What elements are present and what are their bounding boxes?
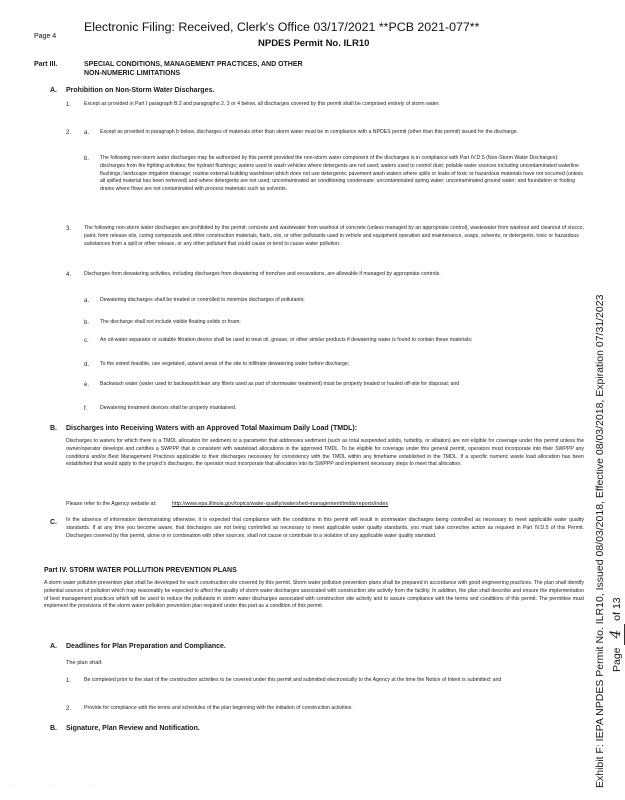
part4-paragraph: A storm water pollution prevention plan shall be developed for each construction site covered by this permit. Storm water pollution prevention plans shall be prepared in accordance with good engineering practices. The plan shall identify potential sources of pollution which may reasonably be expected to affect the quality of storm water discharges associated with construction site activity from the facility. In addition, the plan shall describe and ensure the implementation of best management practices which will be used to reduce the pollutants in storm water discharges associated with construction site activity and to assure compliance with the terms and conditions of this permit. The permittee must implement the provisions of the storm water pollution prevention plan required under this part as a condition of this permit. — [44, 580, 584, 610]
p3a-item4-text: Discharges from dewatering activities, including discharges from dewatering of trenches and excavations, are allowable if managed by appropriate controls. — [84, 271, 441, 277]
p3a-item4e-letter: e. — [84, 382, 90, 388]
p3a-item1-number: 1. — [66, 102, 72, 108]
p3-section-b-paragraph: Discharges to waters for which there is a TMDL allocation for sediment or a parameter that addresses sediment (such as total suspended solids, turbidity, or siltation) are not eligible for coverage under this permit unless the owner/operator develops and certifies a SWPPP that is consistent with wasteload allocations in the approved TMDL. To be eligible for coverage under this general permit, operators must incorporate into their SWPPP any conditions and/or Best Management Practices applicable to their discharges necessary for consistency with the TMDL within any timeframe established in the TMDL. If a specific numeric waste load allocation has been established that would apply to the project's discharges, the operator must incorporate that allocation into its SWPPP and implement necessary steps to meet that allocation. — [66, 438, 584, 468]
part3-title-line2: NON-NUMERIC LIMITATIONS — [84, 70, 181, 77]
p3a-item4d-letter: d. — [84, 362, 90, 368]
p4a-item1-number: 1. — [66, 678, 72, 684]
permit-title: NPDES Permit No. ILR10 — [258, 38, 370, 49]
p3-section-b-title: Discharges into Receiving Waters with an Approved Total Maximum Daily Load (TMDL): — [66, 425, 358, 432]
p4-section-a-intro: The plan shall: — [66, 660, 103, 666]
p3a-item4b-letter: b. — [84, 320, 90, 326]
part3-title-line1: SPECIAL CONDITIONS, MANAGEMENT PRACTICES, AND OTHER — [84, 61, 303, 68]
p3-section-a-title: Prohibition on Non-Storm Water Discharges. — [66, 87, 215, 94]
page-word: Page — [611, 647, 623, 672]
p3a-item4e-text: Backwash water (water used to backwash/clean any filters used as part of stormwater treatment) must be properly treated or hauled off-site for disposal; and — [100, 381, 460, 387]
p3a-item4a-text: Dewatering discharges shall be treated or controlled to minimize discharges of pollutants; — [100, 297, 305, 303]
scan-specks: · · · · · · · · · · · · · · · · · · · · · · · · · — [8, 782, 117, 787]
p3a-item4b-text: The discharge shall not include visible floating solids or foam; — [100, 319, 241, 325]
agency-website-label: Please refer to the Agency website at: — [66, 501, 157, 507]
exhibit-side-stamp — [594, 295, 606, 788]
p3a-item2a-letter: a. — [84, 130, 90, 136]
p3-section-a-letter: A. — [50, 87, 57, 94]
p3a-item1-text: Except as provided in Part I paragraph B.2 and paragraphs 2, 3 or 4 below, all discharges covered by this permit shall be comprised entirely of storm water. — [84, 101, 440, 107]
handwritten-page-number: 4 — [608, 624, 625, 645]
p3a-item2-number: 2. — [66, 130, 72, 136]
exhibit-page-counter — [608, 597, 625, 672]
p3a-item4d-text: To the extent feasible, use vegetated, upland areas of the site to infiltrate dewatering water before discharge; — [100, 361, 350, 367]
p3-section-c-paragraph: In the absence of information demonstrating otherwise, it is expected that compliance with the conditions in this permit will result in stormwater discharges being controlled as necessary to meet applicable water quality standards. If at any time you become aware, that discharges are not being controlled as necessary to meet applicable water quality standards, you must take corrective action as required in Part IV.D.5 of this Permit. Discharges covered by this permit, alone or in combination with other sources, shall not cause or contribute to a violation of any applicable water quality standard. — [66, 517, 584, 539]
p3a-item4c-letter: c. — [84, 338, 89, 344]
page-label: Page 4 — [34, 33, 57, 40]
p3a-item4a-letter: a. — [84, 298, 90, 304]
part4-title: Part IV. STORM WATER POLLUTION PREVENTION PLANS — [44, 567, 237, 574]
p4a-item2-number: 2. — [66, 706, 72, 712]
filing-stamp: Electronic Filing: Received, Clerk's Office 03/17/2021 **PCB 2021-077** — [84, 20, 480, 34]
p4a-item1-text: Be completed prior to the start of the construction activities to be covered under this permit and submitted electronically to the Agency at the time the Notice of Intent is submitted; and — [84, 677, 502, 683]
p4-section-b-title: Signature, Plan Review and Notification. — [66, 725, 200, 732]
p3a-item2b-letter: b. — [84, 156, 90, 162]
page-of-total: of 13 — [611, 597, 623, 621]
p3a-item3-number: 3. — [66, 226, 72, 232]
p3-section-b-letter: B. — [50, 425, 57, 432]
p3a-item4f-text: Dewatering treatment devices shall be properly maintained. — [100, 405, 237, 411]
p4-section-b-letter: B. — [50, 725, 57, 732]
p3a-item4f-letter: f. — [84, 406, 88, 412]
agency-website-link[interactable]: http://www.epa.illinois.gov/topics/water-quality/watershed-management/tmdls/reports/index — [172, 501, 389, 507]
p3a-item4c-text: An oil-water separator or suitable filtration device shall be used to treat oil, grease, or other similar products if dewatering water is found to contain these materials; — [100, 337, 473, 343]
p3a-item2a-text: Except as provided in paragraph b below, discharges of materials other than storm water must be in compliance with a NPDES permit (other than this permit) issued for the discharge. — [100, 129, 519, 135]
p3-section-c-letter: C. — [50, 519, 57, 526]
p3a-item4-number: 4. — [66, 272, 72, 278]
p4-section-a-letter: A. — [50, 643, 57, 650]
p3a-item2b-text: The following non-storm water discharges may be authorized by this permit provided the non-storm water component of the discharges is in compliance with Part IV.D.5 (Non-Storm Water Discharges): discharges from fire fighting activities; fire hydrant flushings; waters used to wash vehicles where detergents are not used; waters used to control dust; potable water sources including uncontaminated waterline flushings; landscape irrigation drainage; routine external building washdown which does not use detergents; pavement wash waters where spills or leaks of toxic or hazardous materials have not occurred (unless all spilled material has been removed) and where detergents are not used; uncontaminated air conditioning condensate; uncontaminated spring water; uncontaminated ground water; and foundation or footing drains where flows are not contaminated with process materials such as solvents. — [100, 155, 583, 193]
exhibit-stamp-text: Exhibit F: IEPA NPDES Permit No. ILR10, Issued 08/03/2018, Effective 08/03/2018, Expiration 07/31/2023 — [594, 294, 606, 788]
p4-section-a-title: Deadlines for Plan Preparation and Compliance. — [66, 643, 226, 650]
p4a-item2-text: Provide for compliance with the terms and schedules of the plan beginning with the initiation of construction activities. — [84, 705, 353, 711]
part3-number: Part III. — [34, 61, 58, 68]
p3a-item3-text: The following non-storm water discharges are prohibited by this permit: concrete and wastewater from washout of concrete (unless managed by an appropriate control), wastewater from washout and cleanout of stucco, paint, form release oils, curing compounds and other construction materials, fuels, oils, or other pollutants used in vehicle and equipment operation and maintenance, soaps, solvents, or detergents, toxic or hazardous substances from a spill or other release, or any other pollutant that could cause or tend to cause water pollution. — [84, 225, 584, 247]
